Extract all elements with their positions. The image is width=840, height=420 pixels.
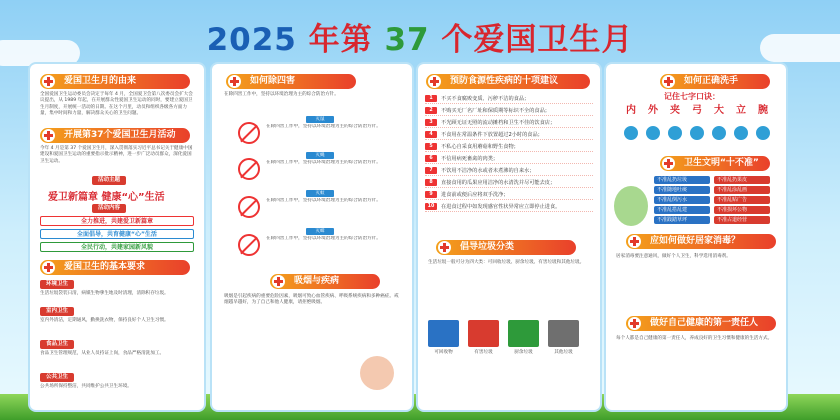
ten-item: 不准践踏草坪: [654, 216, 710, 224]
tips-header: 预防食源性疾病的十项建议: [426, 74, 590, 89]
content-tag: 活动内容: [92, 204, 126, 213]
tip-item: 8 直接食用的瓜果应用洁净的水清洗并尽可能去皮；: [425, 178, 593, 188]
resp-text: 每个人都是自己健康的第一责任人，养成良好的卫生习惯和健康的生活方式。: [616, 336, 773, 341]
tip-item: 2 不购买无厂名厂址和保质期等标识不全的食品；: [425, 106, 593, 116]
tree-illustration: [614, 186, 648, 226]
basic-header: 爱国卫生的基本要求: [40, 260, 190, 275]
hand-wash-icon: [756, 126, 770, 140]
red-cross-icon: [42, 261, 55, 274]
garbage-header: 倡导垃圾分类: [436, 240, 576, 255]
basic-text: 食品卫生管理规范，从业人员持证上岗，食品严格清洗加工。: [40, 351, 165, 356]
pest-detail: 在除四害工作中，坚持以环境治理为主的综合防治方针。: [266, 236, 381, 241]
wash-word: 内: [626, 105, 636, 116]
other-bin-icon: [548, 320, 579, 347]
pest-detail: 在除四害工作中，坚持以环境治理为主的综合防治方针。: [266, 160, 381, 165]
tip-item: 4 不食用在常温条件下放置超过2小时的食品；: [425, 130, 593, 140]
wash-word: 弓: [692, 105, 702, 116]
ten-item: 不准占道经营: [714, 216, 770, 224]
red-cross-icon: [662, 75, 675, 88]
basic-text: 公共场所保持整洁，共同维护公共卫生环境。: [40, 384, 132, 389]
red-cross-icon: [662, 157, 675, 170]
event-header: 开展第37个爱国卫生月活动: [40, 128, 190, 143]
pest-label: 灭蝇: [306, 152, 334, 159]
pest-header: 如何除四害: [226, 74, 356, 89]
smoke-text: 吸烟是引起疾病的重要危险因素，吸烟可致心血管疾病、呼吸系统疾病和多种癌症。戒烟越早越好，为了自己和他人健康，请拒绝吸烟。: [224, 294, 399, 306]
red-cross-icon: [272, 275, 285, 288]
basic-text: 生活垃圾袋装日清，病媒生物孳生地及时清理，清除积存垃圾。: [40, 291, 169, 296]
red-cross-icon: [42, 129, 55, 142]
content-strip: 全民行动，共建家园新风貌: [40, 242, 194, 252]
ten-item: 不准乱扔垃圾: [654, 176, 710, 184]
ten-item: 不准随地吐痰: [654, 186, 710, 194]
red-cross-icon: [42, 75, 55, 88]
tip-item: 1 不买不食腐败变质、污秽不洁的食品；: [425, 94, 593, 104]
no-fly-icon: [238, 158, 260, 180]
red-cross-icon: [428, 75, 441, 88]
bin-label: 可回收物: [434, 350, 453, 355]
wash-word: 夹: [670, 105, 680, 116]
basic-tag: 食品卫生: [40, 340, 74, 349]
recyclable-bin-icon: [428, 320, 459, 347]
wash-subtitle: 记住七字口诀：: [664, 92, 720, 101]
no-mosquito-icon: [238, 196, 260, 218]
ten-item: 不准乱搭乱建: [654, 206, 710, 214]
wash-word: 大: [714, 105, 724, 116]
tip-item: 5 不私心自采食用蘑菇和野生食物；: [425, 142, 593, 152]
red-cross-icon: [628, 235, 641, 248]
wash-word: 外: [648, 105, 658, 116]
bin-label: 厨余垃圾: [514, 350, 533, 355]
title-part1: 年第: [308, 22, 373, 58]
tip-item: 7 不饮用不洁净的水或者未煮沸的自来水；: [425, 166, 593, 176]
resp-header: 做好自己健康的第一责任人: [626, 316, 776, 331]
hand-wash-icon: [690, 126, 704, 140]
content-strip: 全面倡导，共育健康“心”生活: [40, 229, 194, 239]
disinfect-text: 居家消毒要注意通风，做好个人卫生，科学选用消毒剂。: [616, 254, 731, 259]
pest-label: 灭蟑: [306, 228, 334, 235]
wash-header: 如何正确洗手: [660, 74, 770, 89]
pest-detail: 在除四害工作中，坚持以环境治理为主的综合防治方针。: [266, 198, 381, 203]
no-cockroach-icon: [238, 234, 260, 256]
pest-label: 灭鼠: [306, 116, 334, 123]
pest-text: 在除四害工作中，坚持以环境治理为主的综合防治方针。: [224, 92, 339, 97]
title-number: 37: [384, 22, 430, 58]
wash-word: 腕: [758, 105, 768, 116]
origin-text: 全国爱国卫生运动委员会决定于每年 4 月，全国爱卫会第八次委员会扩大会议提出，从 1989 年起，在开展群众性爱国卫生运动的同时，要建立爱国卫生月制度，开展统一活动的日期。在这个月里，动员和组织各级各方面力量，集中时间和力量，解决群众关心的卫生问题。: [40, 92, 193, 117]
red-cross-icon: [628, 317, 641, 330]
ten-item: 不准乱扔果皮: [714, 176, 770, 184]
hand-wash-icon: [668, 126, 682, 140]
ten-item: 不准损坏公物: [714, 206, 770, 214]
theme-tag: 活动主题: [92, 176, 126, 185]
smoke-header: 吸烟与疾病: [270, 274, 380, 289]
tip-item: 6 不信用病死畜禽的肉类；: [425, 154, 593, 164]
disinfect-header: 应如何做好居家消毒？: [626, 234, 776, 249]
lungs-illustration: [360, 356, 394, 390]
ten-header: 卫生文明“十不准”: [660, 156, 770, 171]
pest-detail: 在除四害工作中，坚持以环境治理为主的综合防治方针。: [266, 124, 381, 129]
title-year: 2025: [206, 22, 297, 58]
no-rat-icon: [238, 122, 260, 144]
wash-word: 立: [736, 105, 746, 116]
event-text: 今年 4 月是第 37 个爱国卫生月，深入贯彻落实习近平总书记关于健康中国建设和爱国卫生运动的重要指示批示精神，进一步广泛动员群众，深化爱国卫生运动。: [40, 146, 193, 164]
hand-wash-icon: [712, 126, 726, 140]
basic-tag: 公共卫生: [40, 373, 74, 382]
ten-item: 不准乱贴广告: [714, 196, 770, 204]
basic-tag: 室内卫生: [40, 307, 74, 316]
bin-label: 有害垃圾: [474, 350, 493, 355]
basic-text: 室内外清洁，定期通风，勤换洗衣物，保持良好个人卫生习惯。: [40, 318, 169, 323]
red-cross-icon: [228, 75, 241, 88]
ten-item: 不准乱倒污水: [654, 196, 710, 204]
hand-wash-icon: [624, 126, 638, 140]
tip-item: 3 不光顾无证无照的流动摊档和卫生不佳的饮食店；: [425, 118, 593, 128]
pest-label: 灭蚊: [306, 190, 334, 197]
garbage-text: 生活垃圾一般可分为四大类：可回收垃圾、厨余垃圾、有害垃圾和其他垃圾。: [428, 260, 585, 265]
kitchen-bin-icon: [508, 320, 539, 347]
basic-tag: 环境卫生: [40, 280, 74, 289]
hazardous-bin-icon: [468, 320, 499, 347]
hand-wash-icon: [646, 126, 660, 140]
ten-item: 不准乱涂乱画: [714, 186, 770, 194]
origin-header: 爱国卫生月的由来: [40, 74, 190, 89]
title-part2: 个爱国卫生月: [441, 22, 634, 58]
content-strip: 全力推进，共建爱卫新篇章: [40, 216, 194, 226]
red-cross-icon: [438, 241, 451, 254]
tip-item: 10 在进食过程中如发现感官性状异常应立即停止进食。: [425, 202, 593, 212]
tip-item: 9 进食前或便后应将双手洗净；: [425, 190, 593, 200]
bin-label: 其他垃圾: [554, 350, 573, 355]
page-title: [0, 14, 840, 59]
theme-slogan: 爱卫新篇章 健康“心”生活: [48, 192, 165, 203]
hand-wash-icon: [734, 126, 748, 140]
